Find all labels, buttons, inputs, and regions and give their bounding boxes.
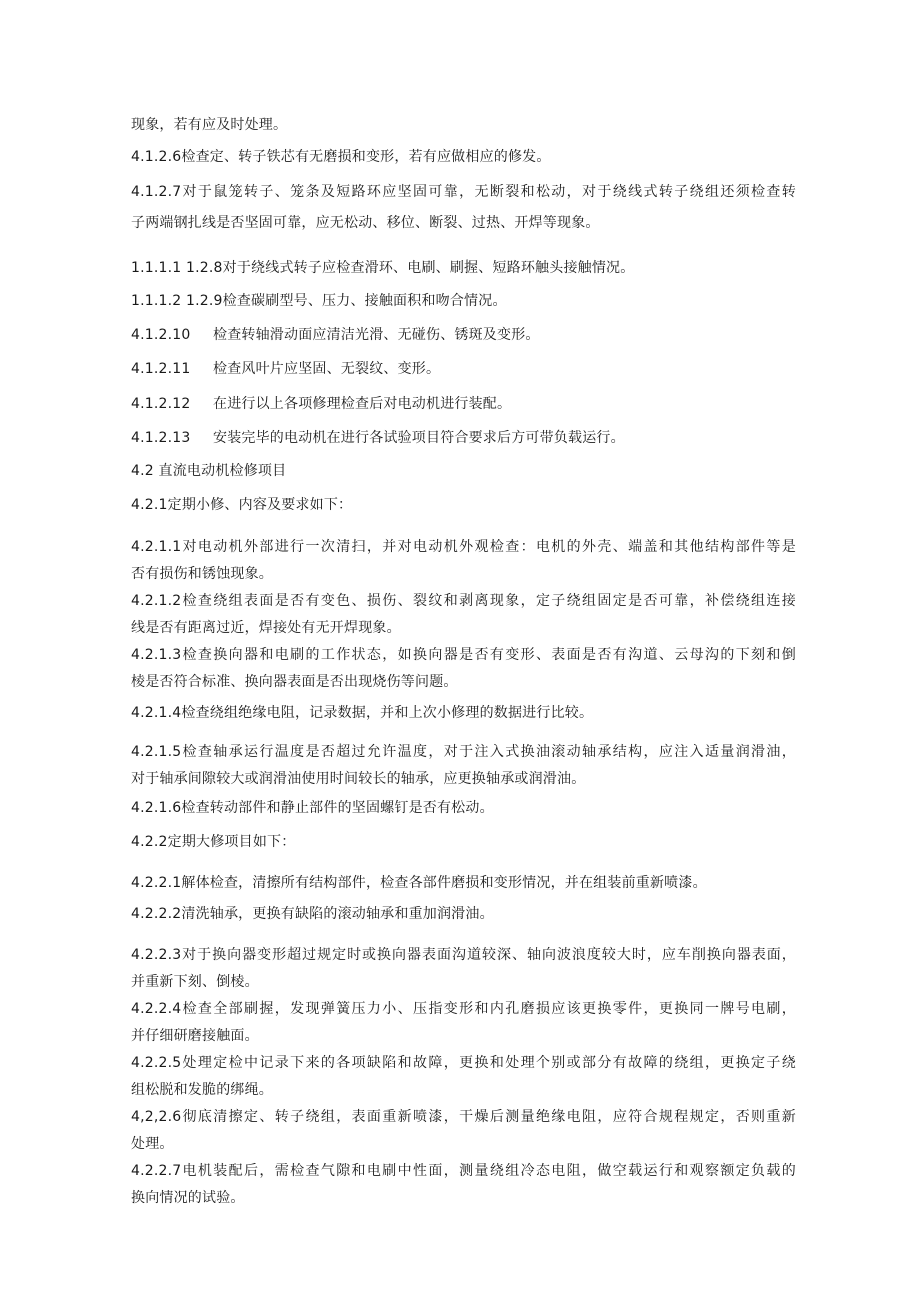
numbered-item xyxy=(131,360,440,378)
text-line: 4,2,2.6彻底清擦定、转子绕组，表面重新喷漆，干燥后测量绝缘电阻，应符合规程规定，否则重新 xyxy=(131,1109,796,1125)
item-text: 在进行以上各项修理检查后对电动机进行装配。 xyxy=(213,396,512,412)
text-line: 1.1.1.1 1.2.8对于绕线式转子应检查滑环、电刷、刷握、短路环触头接触情况。 xyxy=(131,260,635,276)
numbered-item xyxy=(131,429,625,447)
text-line: 子两端钢扎线是否坚固可靠，应无松动、移位、断裂、过热、开焊等现象。 xyxy=(131,215,600,231)
text-line: 4.2.2定期大修项目如下： xyxy=(131,834,296,850)
text-line: 换向情况的试验。 xyxy=(131,1190,245,1206)
item-number: 4.1.2.10 xyxy=(131,327,191,343)
item-number: 4.1.2.11 xyxy=(131,361,191,377)
text-line: 4.1.2.7对于鼠笼转子、笼条及短路环应坚固可靠，无断裂和松动，对于绕线式转子绕组还须检查转 xyxy=(131,184,796,200)
text-line: 4.2.2.7电机装配后，需检查气隙和电刷中性面，测量绕组冷态电阻，做空载运行和观察额定负载的 xyxy=(131,1163,796,1179)
text-line: 4.2.1定期小修、内容及要求如下： xyxy=(131,497,353,513)
text-line: 4.2.2.4检查全部刷握，发现弹簧压力小、压指变形和内孔磨损应该更换零件，更换同一牌号电刷， xyxy=(131,1001,796,1017)
text-line: 线是否有距离过近，焊接处有无开焊现象。 xyxy=(131,620,401,636)
text-line: 4.2.1.4检查绕组绝缘电阻，记录数据，并和上次小修理的数据进行比较。 xyxy=(131,705,594,721)
text-line: 现象，若有应及时处理。 xyxy=(131,117,288,133)
text-line: 4.1.2.6检查定、转子铁芯有无磨损和变形，若有应做相应的修发。 xyxy=(131,149,551,165)
text-line: 1.1.1.2 1.2.9检查碳刷型号、压力、接触面积和吻合情况。 xyxy=(131,293,507,309)
text-line: 4.2.2.5处理定检中记录下来的各项缺陷和故障，更换和处理个别或部分有故障的绕组，更换定子绕 xyxy=(131,1055,796,1071)
item-text: 检查风叶片应坚固、无裂纹、变形。 xyxy=(213,361,441,377)
text-line: 4.2.1.5检查轴承运行温度是否超过允许温度，对于注入式换油滚动轴承结构，应注入适量润滑油， xyxy=(131,744,796,760)
text-line: 4.2.1.3检查换向器和电刷的工作状态，如换向器是否有变形、表面是否有沟道、云母沟的下刻和倒 xyxy=(131,647,796,663)
text-line: 组松脱和发脆的绑绳。 xyxy=(131,1082,273,1098)
text-line: 棱是否符合标准、换向器表面是否出现烧伤等问题。 xyxy=(131,674,458,690)
text-line: 否有损伤和锈蚀现象。 xyxy=(131,566,273,582)
numbered-item xyxy=(131,395,511,413)
item-text: 安装完毕的电动机在进行各试验项目符合要求后方可带负载运行。 xyxy=(213,430,625,446)
section-heading: 4.2 直流电动机检修项目 xyxy=(131,463,287,479)
text-line: 4.2.2.3对于换向器变形超过规定时或换向器表面沟道较深、轴向波浪度较大时，应车削换向器表面， xyxy=(131,947,796,963)
text-line: 4.2.2.1解体检查，清擦所有结构部件，检查各部件磨损和变形情况，并在组装前重新喷漆。 xyxy=(131,875,707,891)
text-line: 4.2.2.2清洗轴承，更换有缺陷的滚动轴承和重加润滑油。 xyxy=(131,906,494,922)
text-line: 处理。 xyxy=(131,1136,174,1152)
text-line: 并仔细研磨接触面。 xyxy=(131,1028,259,1044)
text-line: 对于轴承间隙较大或润滑油使用时间较长的轴承，应更换轴承或润滑油。 xyxy=(131,771,586,787)
text-line: 4.2.1.2检查绕组表面是否有变色、损伤、裂纹和剥离现象，定子绕组固定是否可靠，补偿绕组连接 xyxy=(131,593,796,609)
numbered-item xyxy=(131,326,540,344)
text-line: 并重新下刻、倒棱。 xyxy=(131,974,259,990)
text-line: 4.2.1.1对电动机外部进行一次清扫，并对电动机外观检查：电机的外壳、端盖和其他结构部件等是 xyxy=(131,539,796,555)
item-number: 4.1.2.12 xyxy=(131,396,191,412)
item-text: 检查转轴滑动面应清洁光滑、无碰伤、锈斑及变形。 xyxy=(213,327,540,343)
text-line: 4.2.1.6检查转动部件和静止部件的坚固螺钉是否有松动。 xyxy=(131,800,494,816)
item-number: 4.1.2.13 xyxy=(131,430,191,446)
